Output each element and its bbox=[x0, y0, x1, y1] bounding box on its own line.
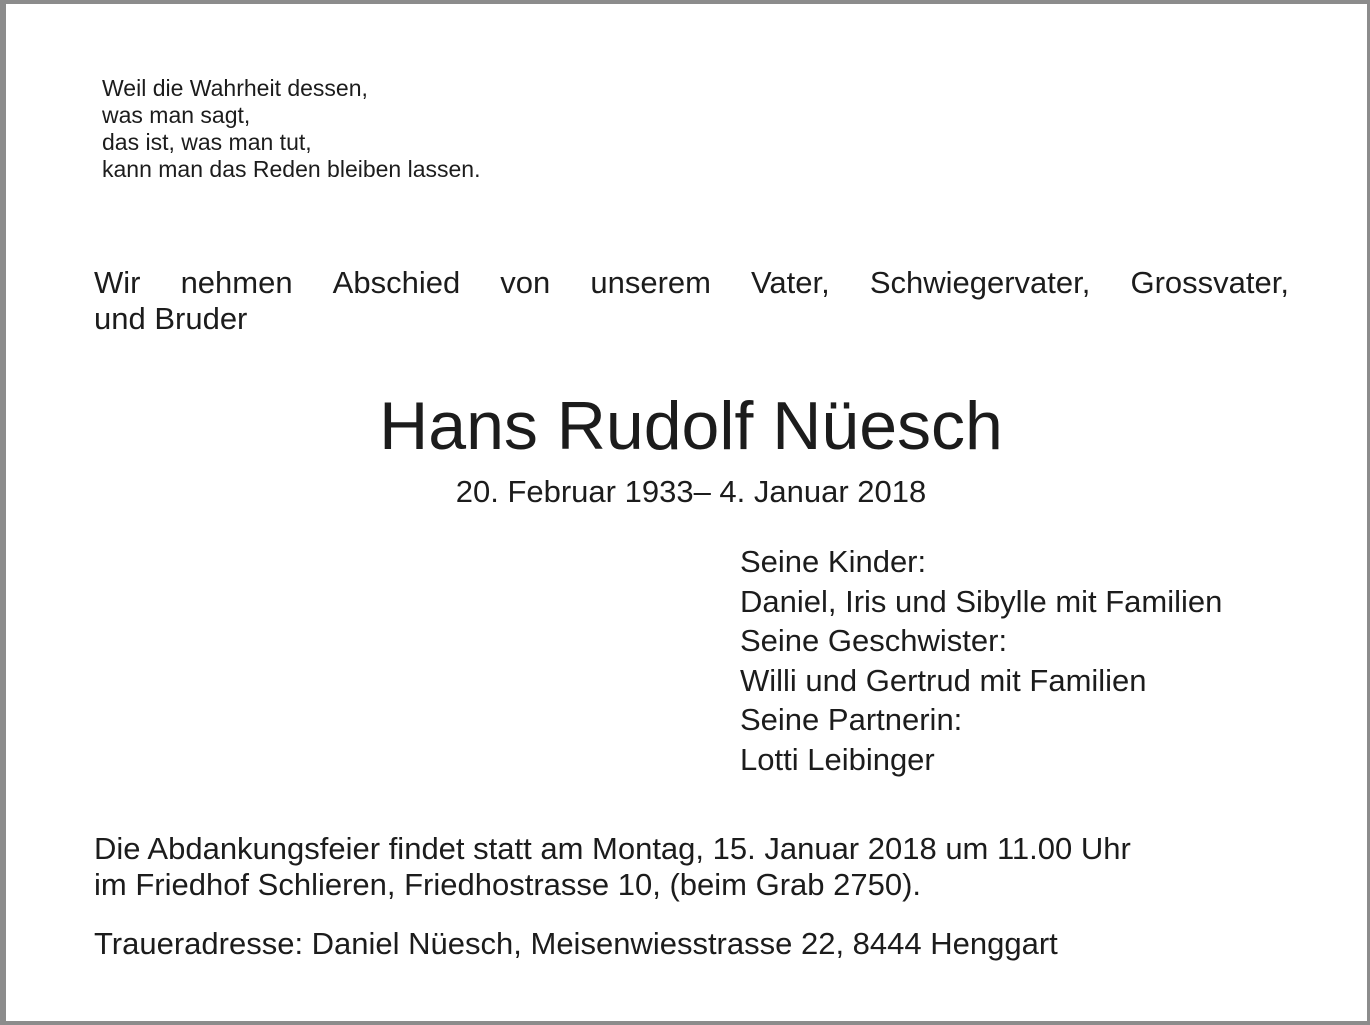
life-dates: 20. Februar 1933– 4. Januar 2018 bbox=[455, 474, 927, 509]
intro-word: von bbox=[500, 265, 551, 300]
motto-quote bbox=[102, 75, 480, 183]
mourner-line: Seine Geschwister: bbox=[740, 623, 1008, 658]
farewell-intro-line-2: und Bruder bbox=[94, 301, 248, 336]
mourner-line: Willi und Gertrud mit Familien bbox=[740, 662, 1147, 698]
motto-line: das ist, was man tut, bbox=[102, 129, 312, 155]
mourner-line: Lotti Leibinger bbox=[740, 741, 935, 777]
motto-line: Weil die Wahrheit dessen, bbox=[102, 75, 368, 101]
ceremony-line-2: im Friedhof Schlieren, Friedhostrasse 10, (beim Grab 2750). bbox=[94, 867, 922, 902]
intro-word: Abschied bbox=[332, 265, 461, 300]
intro-word: Vater, bbox=[751, 265, 830, 300]
mourner-line: Seine Kinder: bbox=[740, 544, 927, 579]
farewell-intro-line-1 bbox=[94, 265, 1289, 301]
ceremony-notice bbox=[94, 831, 1289, 903]
mourning-address: Traueradresse: Daniel Nüesch, Meisenwiesstrasse 22, 8444 Henggart bbox=[94, 926, 1058, 961]
mourners-list bbox=[740, 542, 1222, 779]
mourner-line: Seine Partnerin: bbox=[740, 702, 963, 737]
ceremony-line-1: Die Abdankungsfeier findet statt am Montag, 15. Januar 2018 um 11.00 Uhr bbox=[94, 831, 1131, 866]
intro-word: Grossvater, bbox=[1130, 265, 1289, 300]
motto-line: kann man das Reden bleiben lassen. bbox=[102, 156, 481, 182]
deceased-name: Hans Rudolf Nüesch bbox=[379, 388, 1003, 464]
intro-word: Wir bbox=[94, 265, 141, 300]
motto-line: was man sagt, bbox=[102, 102, 251, 128]
intro-word: unserem bbox=[590, 265, 711, 300]
intro-word: Schwiegervater, bbox=[869, 265, 1091, 300]
mourner-line: Daniel, Iris und Sibylle mit Familien bbox=[740, 583, 1223, 619]
intro-word: nehmen bbox=[180, 265, 293, 300]
farewell-intro bbox=[94, 265, 1289, 337]
